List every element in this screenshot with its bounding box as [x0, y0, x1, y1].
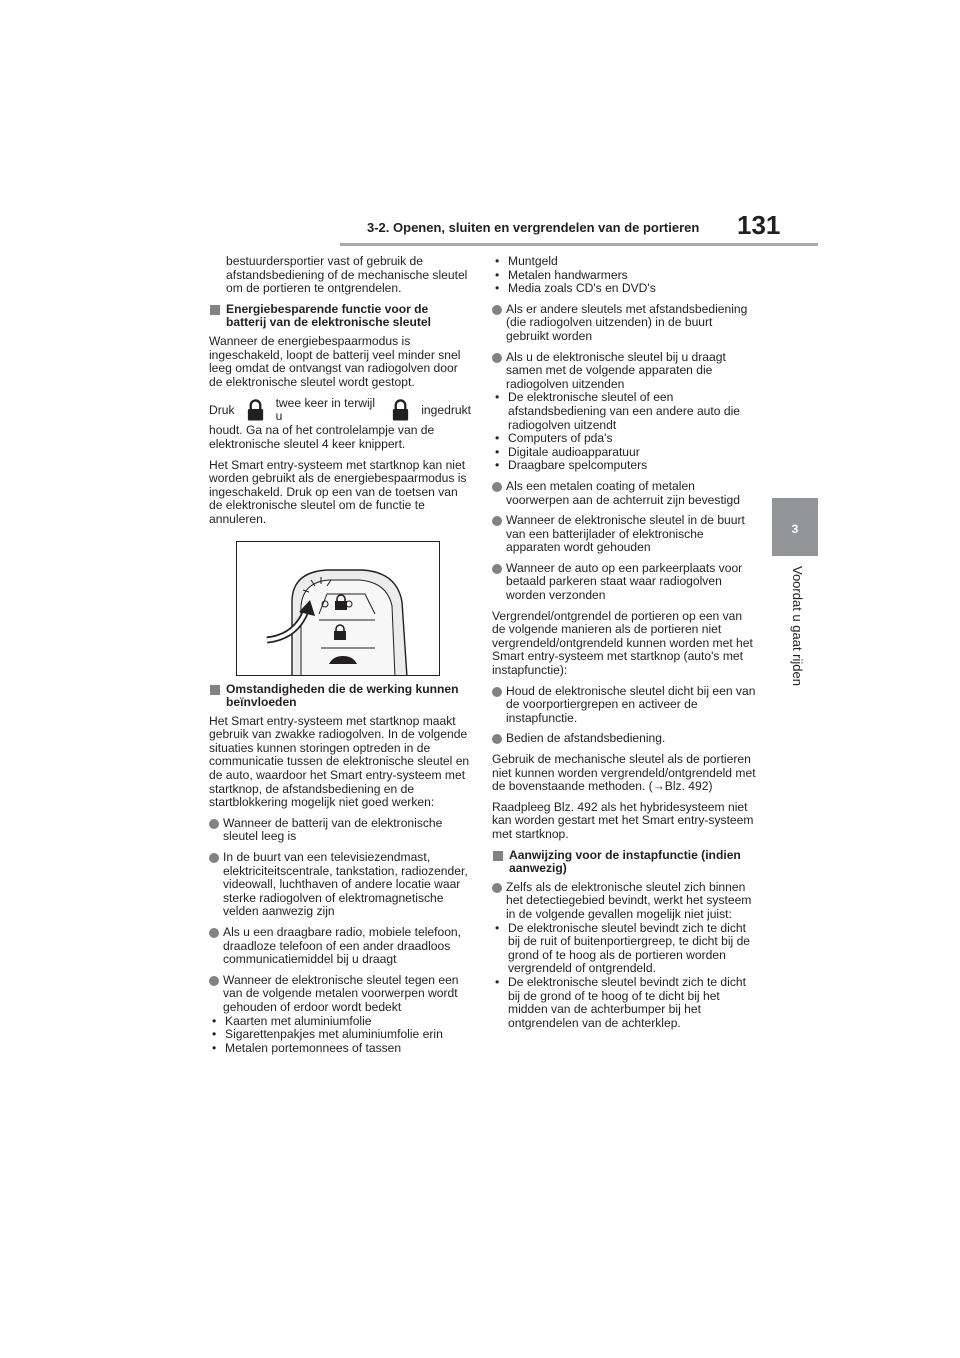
- section-heading-note: [492, 849, 758, 876]
- list-item: [492, 351, 758, 392]
- lock-icon: [245, 398, 266, 422]
- square-marker-icon: [493, 851, 503, 861]
- list-item-text: Als er andere sleutels met afstandsbediening (die radiogolven uitzenden) in de buurt gebruikt worden: [506, 301, 748, 343]
- sub-item: • Kaarten met aluminiumfolie: [209, 1015, 471, 1029]
- list-item-text: In de buurt van een televisiezendmast, elektriciteitscentrale, tankstation, radiozender, videowall, luchthaven of andere locatie waar sterke radiogolven of elektromagnetische velden aanwezig zijn: [223, 850, 468, 919]
- section-title: 3-2. Openen, sluiten en vergrendelen van de portieren: [367, 220, 700, 235]
- page-number: 131: [737, 210, 781, 240]
- sub-item: • Digitale audioapparatuur: [492, 446, 758, 460]
- bullet-circle-icon: [492, 305, 502, 315]
- list-item: [209, 851, 471, 919]
- chapter-number: 3: [791, 522, 799, 536]
- list-item-text: Als u een draagbare radio, mobiele telefoon, draadloze telefoon of een ander draadloos communicatiemiddel bij u draagt: [223, 925, 462, 967]
- list-item-text: Als een metalen coating of metalen voorwerpen aan de achterruit zijn bevestigd: [506, 478, 740, 507]
- list-item-text: Zelfs als de elektronische sleutel zich binnen het detectiegebied bevindt, werkt het systeem in de volgende gevallen mogelijk niet juist:: [506, 879, 752, 921]
- sub-list: [492, 391, 758, 473]
- heading-text: Omstandigheden die de werking kunnen beïnvloeden: [226, 681, 459, 710]
- sub-item: • Computers of pda's: [492, 432, 758, 446]
- bullet-circle-icon: [492, 482, 502, 492]
- press-end: ingedrukt: [421, 402, 471, 417]
- list-item: [492, 303, 758, 344]
- bullet-circle-icon: [492, 883, 502, 893]
- sub-list: [209, 1015, 471, 1056]
- list-item: [492, 562, 758, 603]
- square-marker-icon: [210, 685, 220, 695]
- chapter-tab: [772, 498, 818, 556]
- list-item: [492, 480, 758, 507]
- sub-item: • Muntgeld: [492, 255, 758, 269]
- press-middle: twee keer in terwijl u: [275, 395, 376, 424]
- header-divider: [340, 243, 818, 246]
- bullet-circle-icon: [492, 353, 502, 363]
- sub-item: • Media zoals CD's en DVD's: [492, 282, 758, 296]
- list-item-text: Wanneer de batterij van de elektronische sleutel leeg is: [223, 815, 443, 844]
- bullet-circle-icon: [492, 687, 502, 697]
- sub-item: • De elektronische sleutel bevindt zich te dicht bij de ruit of buitenportiergreep, te dicht bij de grond of te hoog als de portieren worden vergrendeld of ontgrendeld.: [492, 922, 758, 976]
- paragraph: Vergrendel/ontgrendel de portieren op een van de volgende manieren als de portieren niet vergrendeld/ontgrendeld kunnen worden met het Smart entry-systeem met startknop (auto's met instapfunctie):: [492, 608, 753, 678]
- sub-item: • De elektronische sleutel of een afstandsbediening van een andere auto die radiogolven uitzendt: [492, 391, 758, 432]
- bullet-circle-icon: [492, 564, 502, 574]
- sub-item: • Draagbare spelcomputers: [492, 459, 758, 473]
- bullet-circle-icon: [492, 734, 502, 744]
- key-fob-drawing: [237, 542, 440, 676]
- heading-text: Aanwijzing voor de instapfunctie (indien aanwezig): [509, 847, 741, 876]
- sub-item: • Metalen handwarmers: [492, 269, 758, 283]
- list-item-text: Houd de elektronische sleutel dicht bij een van de voorportiergrepen en activeer de instapfunctie.: [506, 683, 756, 725]
- list-item: [492, 881, 758, 922]
- sub-item: • Sigarettenpakjes met aluminiumfolie erin: [209, 1028, 471, 1042]
- lock-icon: [390, 398, 411, 422]
- list-item: [209, 926, 471, 967]
- press-word: Druk: [209, 402, 235, 417]
- list-item: [492, 514, 758, 555]
- list-item-text: Als u de elektronische sleutel bij u draagt samen met de volgende apparaten die radiogolven uitzenden: [506, 349, 726, 391]
- list-item-text: Wanneer de elektronische sleutel tegen een van de volgende metalen voorwerpen wordt gehouden of erdoor wordt bedekt: [223, 972, 459, 1014]
- list-item-text: Wanneer de auto op een parkeerplaats voor betaald parkeren staat waar radiogolven worden verzonden: [506, 560, 743, 603]
- sub-item: • Metalen portemonnees of tassen: [209, 1042, 471, 1056]
- electronic-key-illustration: [236, 541, 440, 676]
- right-column: [492, 255, 758, 1037]
- sub-item: • De elektronische sleutel bevindt zich te dicht bij de grond of te hoog of te dicht bij het midden van de achterbumper bij het ontgrendelen van de achterklep.: [492, 976, 758, 1030]
- chapter-title: Voordat u gaat rijden: [790, 566, 805, 686]
- section-heading-circumstances: [209, 683, 471, 710]
- left-column: [209, 255, 471, 1062]
- paragraph: Het Smart entry-systeem met startknop kan niet worden gebruikt als de energiebespaarmodus is ingeschakeld. Druk op een van de toetsen van de elektronische sleutel om de functie te annuleren.: [209, 457, 467, 526]
- paragraph: Wanneer de energiebespaarmodus is ingeschakeld, loopt de batterij veel minder snel leeg omdat de ontvangst van radiogolven door de elektronische sleutel wordt gestopt.: [209, 333, 461, 389]
- bullet-circle-icon: [209, 819, 219, 829]
- list-item: [492, 685, 758, 726]
- section-heading-energy: [209, 303, 471, 330]
- list-item-text: Wanneer de elektronische sleutel in de buurt van een batterijlader of elektronische apparaten wordt gehouden: [506, 513, 745, 555]
- paragraph: houdt. Ga na of het controlelampje van de elektronische sleutel 4 keer knippert.: [209, 423, 435, 451]
- list-item: [209, 817, 471, 844]
- square-marker-icon: [210, 305, 220, 315]
- continued-paragraph: bestuurdersportier vast of gebruik de afstandsbediening of de mechanische sleutel om de portieren te ontgrendelen.: [226, 254, 468, 296]
- heading-text: Energiebesparende functie voor de batterij van de elektronische sleutel: [226, 301, 431, 330]
- sub-list: [492, 922, 758, 1031]
- bullet-circle-icon: [209, 976, 219, 986]
- paragraph: Gebruik de mechanische sleutel als de portieren niet kunnen worden vergrendeld/ontgrendeld met de bovenstaande methoden. (→Blz. 492): [492, 752, 756, 794]
- sub-list: [492, 255, 758, 296]
- paragraph: Het Smart entry-systeem met startknop maakt gebruik van zwakke radiogolven. In de volgende situaties kunnen storingen optreden in de communicatie tussen de elektronische sleutel en de auto, waardoor het Smart entry-systeem met startknop, de afstandsbediening en de startblokkering mogelijk niet goed werken:: [209, 713, 470, 810]
- press-instruction: [209, 396, 471, 424]
- bullet-circle-icon: [209, 928, 219, 938]
- bullet-circle-icon: [492, 516, 502, 526]
- list-item: [492, 732, 758, 746]
- bullet-circle-icon: [209, 853, 219, 863]
- list-item: [209, 974, 471, 1015]
- list-item-text: Bedien de afstandsbediening.: [506, 731, 666, 746]
- paragraph: Raadpleeg Blz. 492 als het hybridesysteem niet kan worden gestart met het Smart entry-systeem met startknop.: [492, 799, 754, 841]
